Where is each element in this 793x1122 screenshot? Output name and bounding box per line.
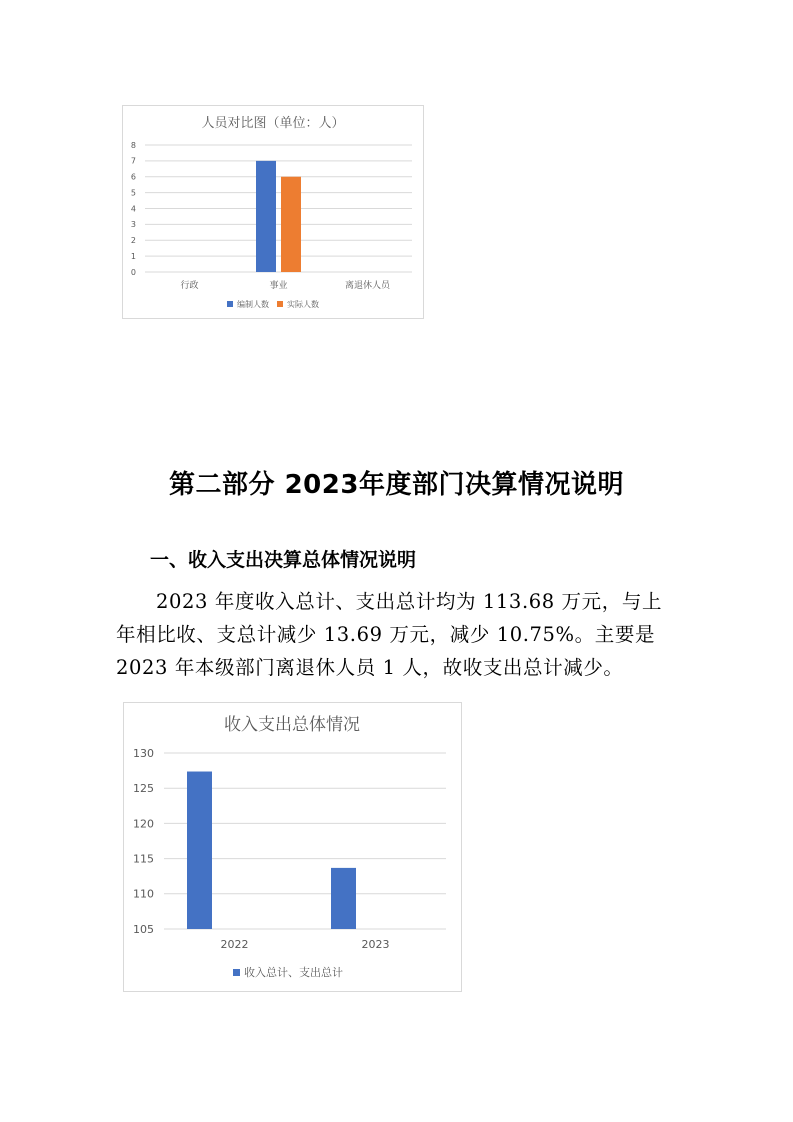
subsection-title: 一、收入支出决算总体情况说明 [150,549,417,571]
y-tick-label-1: 1 [130,251,136,261]
y-tick-label-2: 2 [130,236,136,246]
legend-label-1: 实际人数 [287,300,319,309]
y-tick-label-130: 130 [133,746,154,760]
legend-label-0: 收入总计、支出总计 [244,966,343,979]
section-title: 第二部分 2023年度部门决算情况说明 [169,470,624,500]
x-category-label-1: 事业 [269,281,288,291]
y-tick-label-115: 115 [133,852,154,866]
income-expense-chart [123,702,462,992]
y-tick-label-0: 0 [130,267,136,277]
y-tick-label-5: 5 [130,188,136,198]
y-tick-label-120: 120 [133,817,154,831]
paragraph-line-2: 年相比收、支总计减少 13.69 万元，减少 10.75%。主要是 [116,623,656,646]
bar-收入总计、支出总计-2022 [187,772,212,929]
summary-paragraph [116,585,676,684]
chart-title: 收入支出总体情况 [224,715,360,735]
legend-swatch-0 [233,969,240,976]
bar-实际人数-事业 [281,177,301,272]
legend-swatch-1 [277,301,283,307]
y-tick-label-125: 125 [133,782,154,796]
bar-收入总计、支出总计-2023 [331,868,356,929]
staff-comparison-chart [122,105,424,319]
legend-label-0: 编制人数 [237,300,269,309]
x-category-label-1: 2023 [361,938,390,951]
y-tick-label-3: 3 [130,220,136,230]
x-category-label-0: 2022 [220,938,249,951]
income-expense-svg [124,703,461,991]
x-category-label-2: 离退休人员 [344,281,391,291]
y-tick-label-7: 7 [130,156,136,166]
staff-comparison-svg [123,106,423,318]
y-tick-label-110: 110 [133,887,154,901]
y-tick-label-6: 6 [130,172,136,182]
y-tick-label-105: 105 [133,922,154,936]
y-tick-label-8: 8 [130,140,136,150]
y-tick-label-4: 4 [130,204,136,214]
legend-swatch-0 [227,301,233,307]
x-category-label-0: 行政 [180,281,199,291]
chart-title: 人员对比图（单位：人） [201,116,345,131]
bar-编制人数-事业 [256,161,276,272]
paragraph-line-3: 2023 年本级部门离退休人员 1 人，故收支出总计减少。 [116,656,624,679]
paragraph-line-1: 2023 年度收入总计、支出总计均为 113.68 万元，与上 [156,590,663,613]
